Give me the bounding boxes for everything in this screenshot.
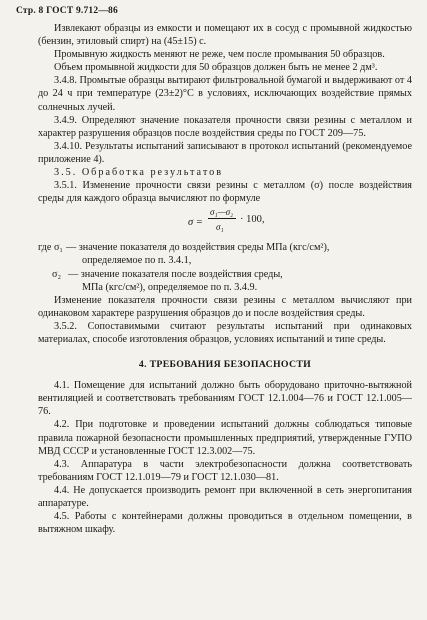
- page-header: Стр. 8 ГОСТ 9.712—86: [16, 6, 118, 16]
- paragraph-4-4: 4.4. Не допускается производить ремонт при включенной в сеть энергопитания аппаратуре.: [38, 484, 412, 509]
- paragraph-3-5-2: 3.5.2. Сопоставимыми считают результаты испытаний при одинаковых материалах, способе изготовления образцов, условиях испытаний и типе среды.: [38, 320, 412, 345]
- paragraph-extract-samples: Извлекают образцы из емкости и помещают их в сосуд с промывной жидкостью (бензин, этиловый спирт) на (45±15) с.: [38, 23, 412, 48]
- paragraph-same-failure: Изменение показателя прочности связи резины с металлом вычисляют при одинаковом характере разрушения образцов до и после воздействия среды.: [38, 294, 412, 319]
- sigma1-symbol: σ₁: [53, 242, 63, 254]
- paragraph-4-2: 4.2. При подготовке и проведении испытаний должны соблюдаться типовые правила пожарной безопасности промышленных предприятий, утвержденные ГУПО МВД СССР и установленные ГОСТ 12.3.002—75.: [38, 419, 412, 457]
- paragraph-3-4-9: 3.4.9. Определяют значение показателя прочности связи резины с металлом и характер разрушения образцов после воздействия среды по ГОСТ 209—75.: [38, 114, 412, 139]
- paragraph-3-4-10: 3.4.10. Результаты испытаний записывают в протокол испытаний (рекомендуемое приложение 4).: [38, 140, 412, 165]
- paragraph-4-3: 4.3. Аппаратура в части электробезопасности должна соответствовать требованиям ГОСТ 12.1.019—79 и ГОСТ 12.1.030—81.: [38, 458, 412, 483]
- paragraph-3-4-8: 3.4.8. Промытые образцы вытирают фильтровальной бумагой и выдерживают от 4 до 24 ч при температуре (23±2)°С в условиях, исключающих воздействие прямых солнечных лучей.: [38, 75, 412, 113]
- formula-numerator: σ₁—σ₂: [210, 207, 234, 218]
- formula-rhs: · 100,: [240, 214, 265, 226]
- sigma1-continuation: [38, 254, 412, 267]
- document-body: [38, 22, 412, 536]
- paragraph-liquid-volume: Объем промывной жидкости для 50 образцов должен быть не менее 2 дм³.: [54, 62, 378, 74]
- sigma2-continuation: [38, 281, 412, 294]
- definition-sigma1: [38, 241, 412, 254]
- paragraph-change-liquid: Промывную жидкость меняют не реже, чем после промывания 50 образцов.: [54, 49, 385, 61]
- sigma2-cont-text: МПа (кгс/см²), определяемое по п. 3.4.9.: [82, 281, 258, 293]
- sigma1-text: — значение показателя до воздействия среды МПа (кгс/см²),: [66, 242, 330, 254]
- sigma2-symbol: σ₂: [52, 268, 62, 280]
- formula-lhs: σ =: [188, 217, 203, 229]
- formula-sigma: [188, 205, 412, 241]
- sigma1-cont-text: определяемое по п. 3.4.1,: [82, 255, 192, 267]
- where-label: где: [38, 242, 52, 254]
- paragraph-4-5: 4.5. Работы с контейнерами должны проводиться в отдельном помещении, в вытяжном шкафу.: [38, 511, 412, 536]
- paragraph-4-1: 4.1. Помещение для испытаний должно быть оборудовано приточно-вытяжной вентиляцией и соответствовать требованиям ГОСТ 12.1.004—76 и ГОСТ 12.1.005—76.: [38, 380, 412, 418]
- formula-fraction-bar: [208, 218, 236, 219]
- formula-denominator: σ₁: [216, 222, 224, 233]
- section-3-5-heading: 3.5. Обработка результатов: [54, 167, 224, 179]
- section-4-title: 4. ТРЕБОВАНИЯ БЕЗОПАСНОСТИ: [138, 359, 312, 371]
- formula-definitions: [38, 241, 412, 293]
- definition-sigma2: [38, 268, 412, 281]
- paragraph-3-5-1: 3.5.1. Изменение прочности связи резины с металлом (σ) после воздействия среды для каждого образца вычисляют по формуле: [38, 180, 412, 205]
- sigma2-text: — значение показателя после воздействия среды,: [68, 268, 283, 280]
